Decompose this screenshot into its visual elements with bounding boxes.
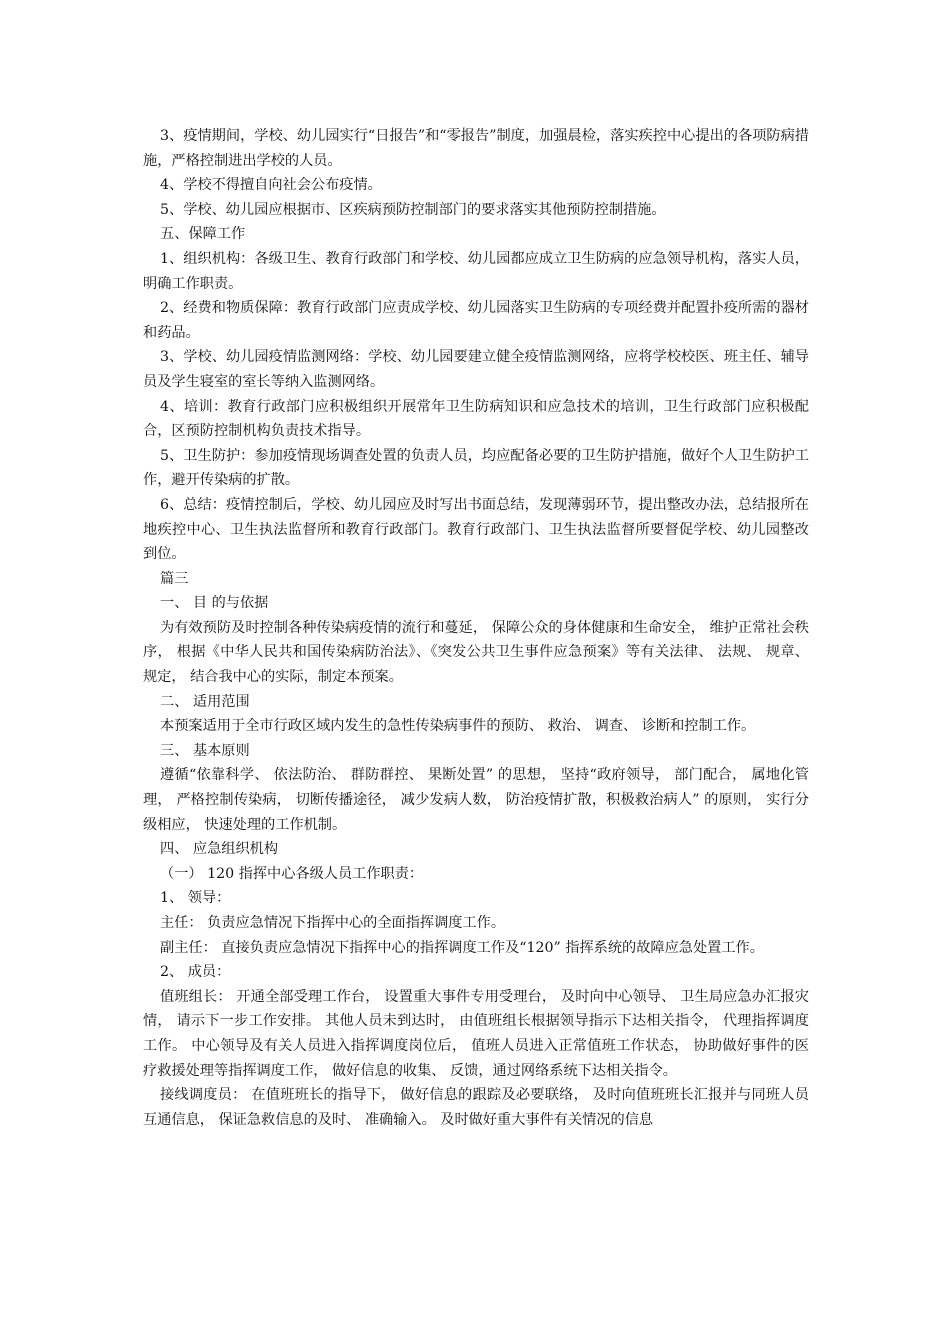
paragraph: 2、经费和物质保障：教育行政部门应责成学校、幼儿园落实卫生防病的专项经费并配置扑疫所需的器材和药品。 — [143, 300, 809, 341]
paragraph: 5、学校、幼儿园应根据市、区疾病预防控制部门的要求落实其他预防控制措施。 — [160, 201, 666, 218]
section-heading: 一、 目 的与依据 — [160, 595, 269, 612]
section-heading: 1、 领导： — [160, 890, 231, 907]
paragraph: 4、学校不得擅自向社会公布疫情。 — [160, 177, 382, 194]
section-heading: 五、保障工作 — [160, 226, 246, 243]
paragraph: 本预案适用于全市行政区域内发生的急性传染病事件的预防、 救治、 调查、 诊断和控制工作。 — [160, 718, 756, 735]
paragraph: 3、学校、幼儿园疫情监测网络：学校、幼儿园要建立健全疫情监测网络，应将学校校医、班主任、辅导员及学生寝室的室长等纳入监测网络。 — [143, 349, 809, 390]
paragraph: 4、培训：教育行政部门应积极组织开展常年卫生防病知识和应急技术的培训，卫生行政部门应积极配合，区预防控制机构负责技术指导。 — [143, 398, 809, 440]
paragraph: 接线调度员： 在值班班长的指导下， 做好信息的跟踪及必要联络， 及时向值班班长汇报并与同班人员互通信息， 保证急救信息的及时、 准确输入。 及时做好重大事件有关情况的信息 — [143, 1087, 809, 1128]
paragraph: 3、疫情期间，学校、幼儿园实行“日报告”和“零报告”制度，加强晨检，落实疾控中心提出的各项防病措施，严格控制进出学校的人员。 — [143, 128, 809, 169]
paragraph: 值班组长： 开通全部受理工作台， 设置重大事件专用受理台， 及时向中心领导、 卫生局应急办汇报灾情， 请示下一步工作安排。 其他人员未到达时， 由值班组长根据领导指示下达相关指令， 代理指挥调度工作。 中心领导及有关人员进入指挥调度岗位后， 值班人员进入正常值班工作状态， 协助做好事件的医疗救援处理等指挥调度工作， 做好信息的收集、 反馈，通过网络系统下达相关指令。 — [143, 988, 809, 1079]
paragraph: 为有效预防及时控制各种传染病疫情的流行和蔓延， 保障公众的身体健康和生命安全， 维护正常社会秩序， 根据《中华人民共和国传染病防治法》、《突发公共卫生事件应急预案》等有关法律、 法规、 规章、 规定， 结合我中心的实际，制定本预案。 — [143, 619, 809, 686]
paragraph: 主任： 负责应急情况下指挥中心的全面指挥调度工作。 — [160, 915, 506, 931]
section-heading: 篇三 — [160, 570, 189, 587]
paragraph: 5、卫生防护：参加疫情现场调查处置的负责人员，均应配备必要的卫生防护措施，做好个人卫生防护工作，避开传染病的扩散。 — [143, 447, 809, 489]
paragraph: 副主任： 直接负责应急情况下指挥中心的指挥调度工作及“120” 指挥系统的故障应急处置工作。 — [160, 939, 764, 956]
section-heading: 三、 基本原则 — [160, 742, 250, 759]
document-page — [143, 124, 809, 1132]
section-heading: （一） 120 指挥中心各级人员工作职责： — [160, 865, 424, 882]
section-heading: 四、 应急组织机构 — [160, 841, 279, 858]
paragraph: 6、总结：疫情控制后，学校、幼儿园应及时写出书面总结，发现薄弱环节，提出整改办法，总结报所在地疾控中心、卫生执法监督所和教育行政部门。教育行政部门、卫生执法监督所要督促学校、幼儿园整改到位。 — [143, 496, 809, 563]
paragraph: 遵循“依靠科学、 依法防治、 群防群控、 果断处置” 的思想， 坚持“政府领导， 部门配合， 属地化管理， 严格控制传染病， 切断传播途径， 减少发病人数， 防治疫情扩散，积极救治病人” 的原则， 实行分级相应， 快速处理的工作机制。 — [143, 767, 809, 833]
section-heading: 2、 成员： — [160, 964, 231, 981]
section-heading: 二、 适用范围 — [160, 693, 250, 710]
paragraph: 1、组织机构：各级卫生、教育行政部门和学校、幼儿园都应成立卫生防病的应急领导机构，落实人员，明确工作职责。 — [143, 250, 809, 292]
